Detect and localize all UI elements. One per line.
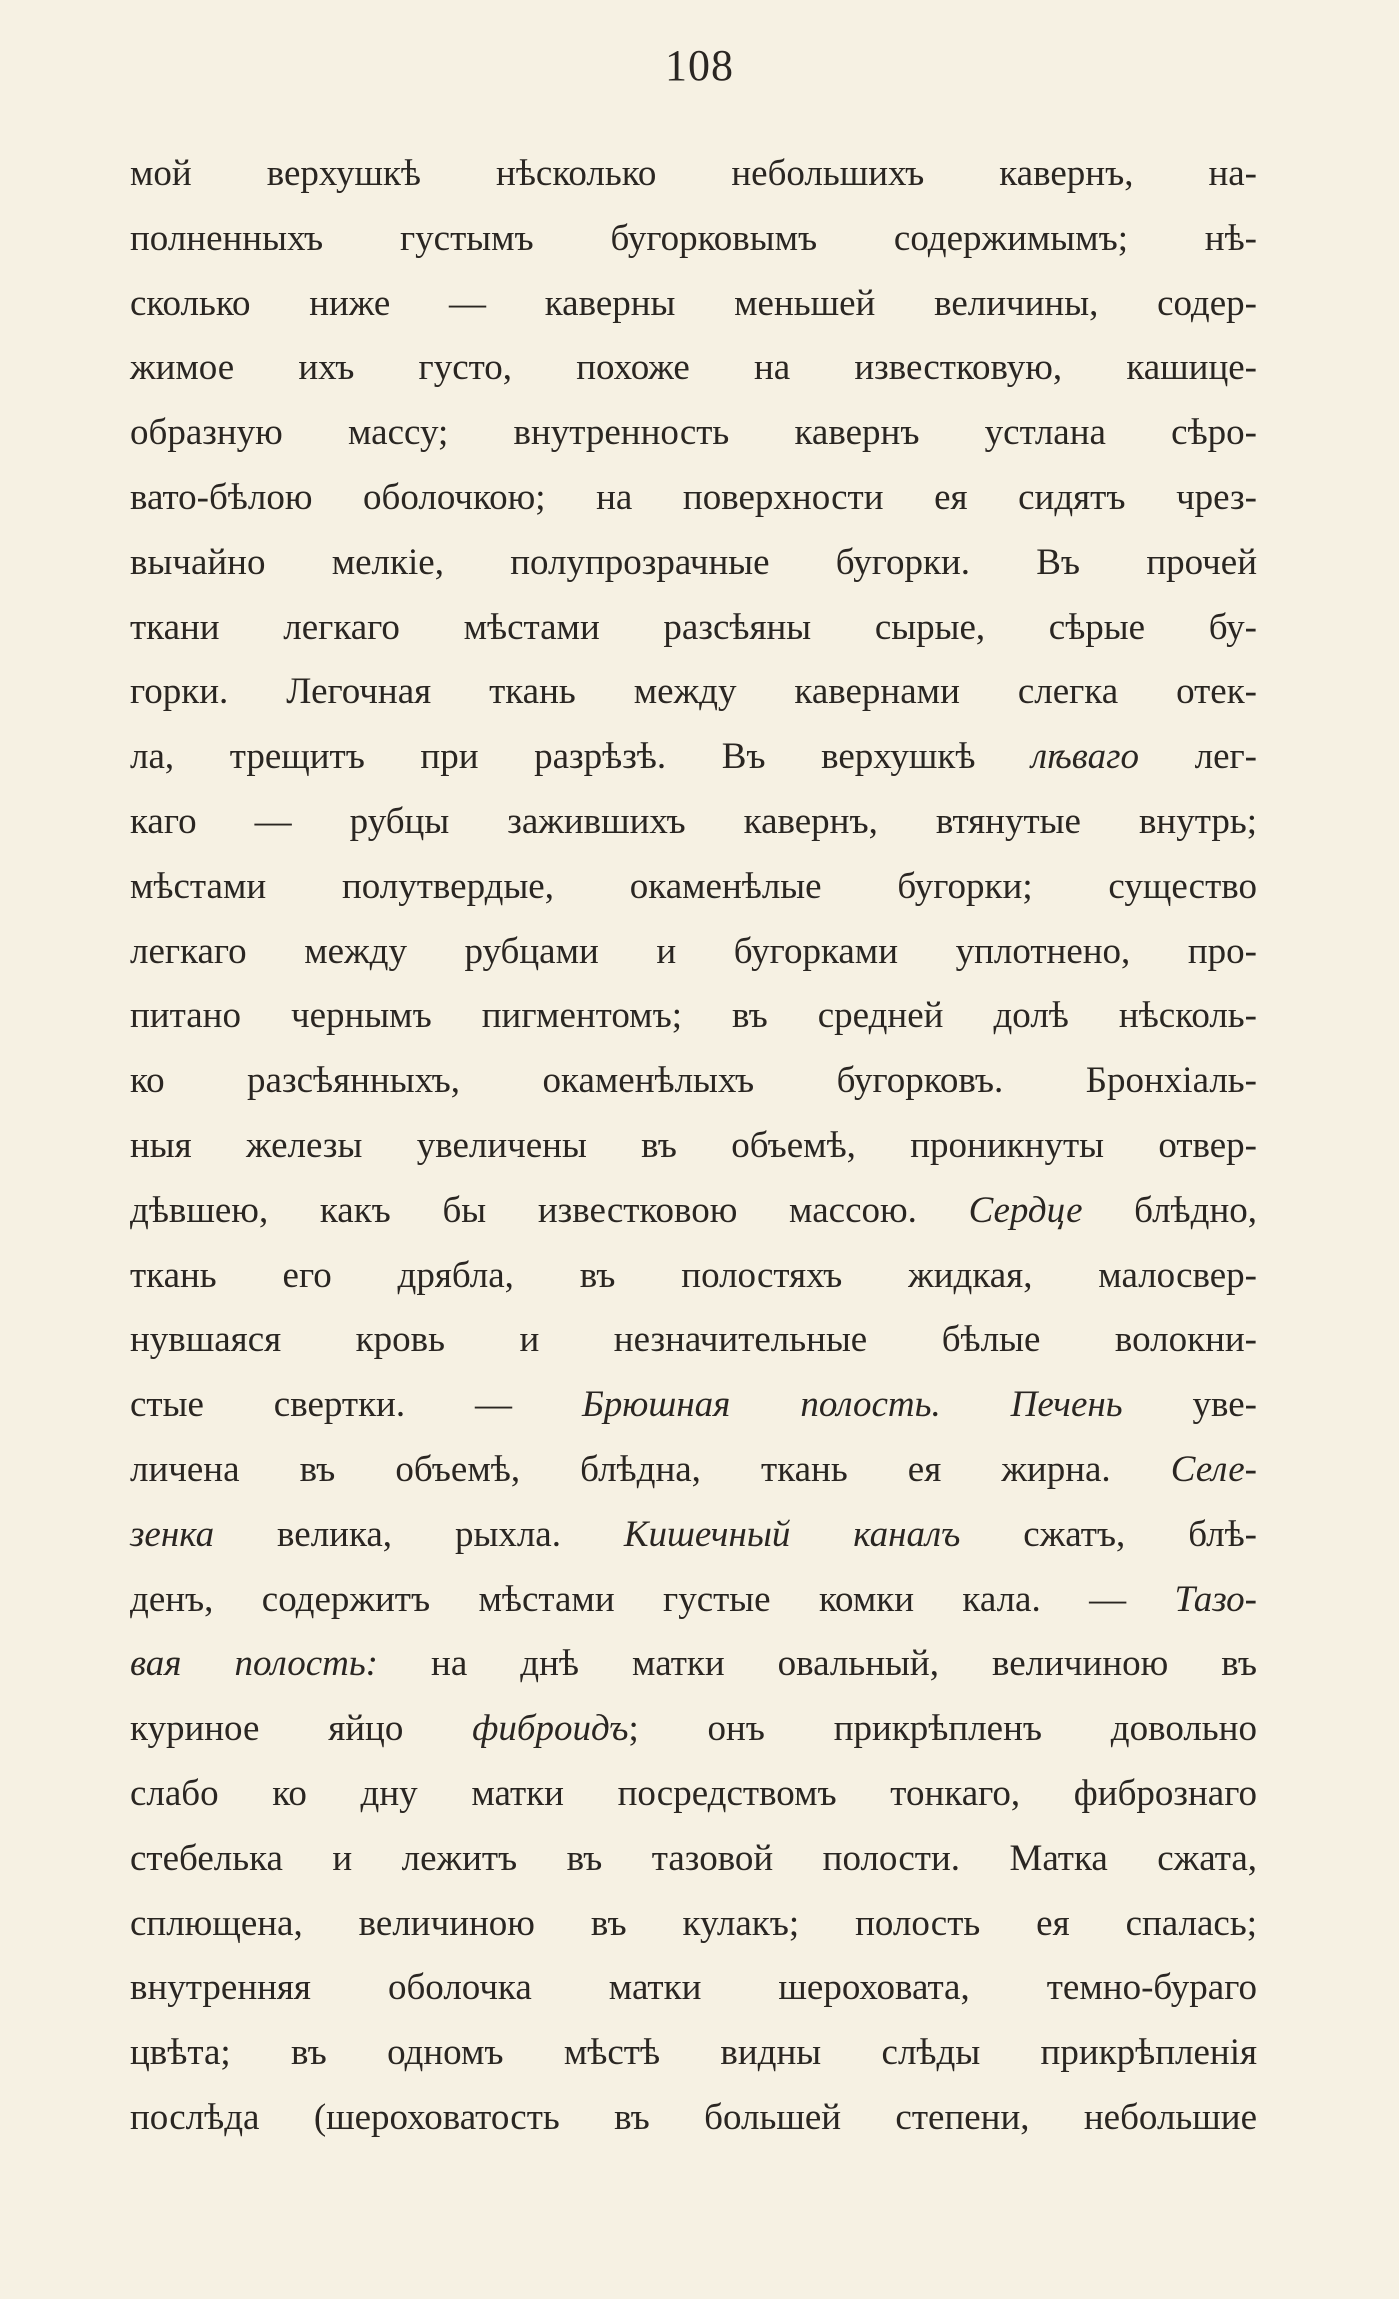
text-line [130, 1892, 1257, 1957]
text-segment: нувшаяся кровь и незначительные бѣлые волокни- [130, 1319, 1257, 1361]
text-segment: ткань его дрябла, въ полостяхъ жидкая, малосвер- [130, 1254, 1257, 1296]
text-line [130, 2021, 1257, 2086]
text-segment: внутренняя оболочка матки шероховата, темно-бураго [130, 1967, 1257, 2009]
text-line [130, 1632, 1257, 1697]
italic-text: Кишечный каналъ [623, 1513, 961, 1555]
text-segment: образную массу; внутренность кавернъ устлана сѣро- [130, 412, 1257, 454]
text-segment: полненныхъ густымъ бугорковымъ содержимымъ; нѣ- [130, 217, 1257, 259]
text-segment: велика, рыхла. [214, 1513, 624, 1555]
text-segment: легкаго между рубцами и бугорками уплотнено, про- [130, 930, 1257, 972]
text-segment: лег- [1139, 736, 1257, 778]
italic-text: фиброидъ [472, 1708, 629, 1750]
text-line [130, 336, 1257, 401]
text-line [130, 920, 1257, 985]
italic-text: Тазо- [1174, 1578, 1257, 1620]
text-segment: ла, трещитъ при разрѣзѣ. Въ верхушкѣ [130, 736, 1031, 778]
text-segment: горки. Легочная ткань между кавернами слегка отек- [130, 671, 1257, 713]
text-segment [941, 1384, 1011, 1425]
text-segment: блѣдно, [1082, 1189, 1258, 1231]
text-line [130, 1114, 1257, 1179]
text-line [130, 660, 1257, 725]
text-segment: каго — рубцы зажившихъ кавернъ, втянутые внутрь; [130, 800, 1257, 842]
italic-text: Сердце [968, 1189, 1083, 1231]
text-line [130, 855, 1257, 920]
italic-text: Селе- [1170, 1448, 1257, 1490]
text-line [130, 272, 1257, 337]
text-segment: ко разсѣянныхъ, окаменѣлыхъ бугорковъ. Бронхіаль- [130, 1060, 1257, 1102]
text-line [130, 984, 1257, 1049]
text-line [130, 1438, 1257, 1503]
text-line [130, 1697, 1257, 1762]
text-segment: ткани легкаго мѣстами разсѣяны сырые, сѣрые бу- [130, 606, 1257, 648]
text-segment: на днѣ матки овальный, величиною въ [378, 1643, 1257, 1685]
body-text [130, 142, 1257, 2151]
text-segment: питано чернымъ пигментомъ; въ средней долѣ нѣсколь- [130, 995, 1257, 1037]
text-line [130, 790, 1257, 855]
text-line [130, 1308, 1257, 1373]
italic-text: зенка [130, 1513, 215, 1555]
italic-text: лѣваго [1030, 736, 1140, 778]
text-segment: ныя железы увеличены въ объемѣ, проникнуты отвер- [130, 1124, 1257, 1166]
text-line [130, 596, 1257, 661]
text-segment: сплющена, величиною въ кулакъ; полость ея спалась; [130, 1902, 1257, 1944]
text-segment: ; онъ прикрѣпленъ довольно [628, 1708, 1257, 1750]
text-line [130, 1244, 1257, 1309]
text-line [130, 207, 1257, 272]
text-segment: стебелька и лежитъ въ тазовой полости. Матка сжата, [130, 1837, 1257, 1879]
text-line [130, 142, 1257, 207]
italic-text: Печень [1010, 1384, 1123, 1426]
text-line [130, 1179, 1257, 1244]
text-line [130, 1956, 1257, 2021]
text-segment: слабо ко дну матки посредствомъ тонкаго, фибрознаго [130, 1772, 1257, 1814]
text-line [130, 1373, 1257, 1438]
text-segment: куриное яйцо [130, 1708, 473, 1750]
text-segment: сжатъ, блѣ- [960, 1513, 1257, 1555]
text-segment: сколько ниже — каверны меньшей величины, содер- [130, 282, 1257, 324]
text-segment: послѣда (шероховатость въ большей степени, небольшие [130, 2096, 1257, 2138]
text-segment: цвѣта; въ одномъ мѣстѣ видны слѣды прикрѣпленія [130, 2032, 1257, 2074]
text-segment: уве- [1122, 1384, 1258, 1426]
text-line [130, 2086, 1257, 2151]
text-segment: денъ, содержитъ мѣстами густые комки кала. — [130, 1578, 1175, 1620]
text-segment: личена въ объемѣ, блѣдна, ткань ея жирна. [130, 1448, 1171, 1490]
italic-text: вая полость: [130, 1643, 379, 1685]
text-line [130, 531, 1257, 596]
text-line [130, 1827, 1257, 1892]
text-segment: дѣвшею, какъ бы известковою массою. [130, 1189, 969, 1231]
text-line [130, 1503, 1257, 1568]
text-line [130, 1568, 1257, 1633]
text-segment: стые свертки. — [130, 1384, 582, 1426]
text-segment: жимое ихъ густо, похоже на известковую, кашице- [130, 347, 1257, 389]
italic-text: Брюшная полость. [581, 1384, 941, 1426]
text-line [130, 466, 1257, 531]
text-segment: вато-бѣлою оболочкою; на поверхности ея сидятъ чрез- [130, 476, 1257, 518]
text-line [130, 1049, 1257, 1114]
page-number: 108 [665, 41, 734, 90]
text-segment: мѣстами полутвердые, окаменѣлые бугорки; существо [130, 865, 1257, 907]
text-line [130, 725, 1257, 790]
text-segment: мой верхушкѣ нѣсколько небольшихъ кавернъ, на- [130, 153, 1257, 194]
text-line [130, 1762, 1257, 1827]
text-segment: вычайно мелкіе, полупрозрачные бугорки. Въ прочей [130, 541, 1257, 583]
text-line [130, 401, 1257, 466]
